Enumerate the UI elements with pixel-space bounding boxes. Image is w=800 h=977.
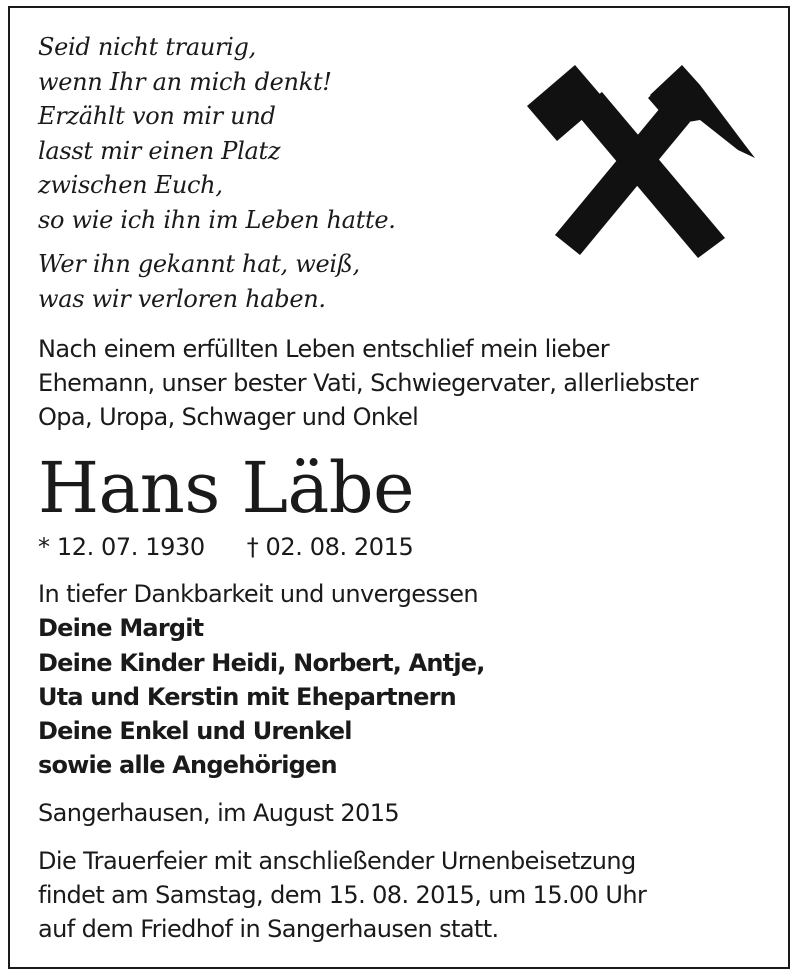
life-dates — [38, 530, 413, 564]
death-date: † 02. 08. 2015 — [246, 533, 414, 561]
poem-line: was wir verloren haben. — [38, 284, 326, 313]
poem — [38, 30, 508, 316]
poem-line: zwischen Euch, — [38, 171, 223, 199]
poem-line: wenn Ihr an mich denkt! — [38, 67, 332, 96]
intro-text — [38, 332, 768, 434]
deceased-name: Hans Läbe — [38, 447, 414, 529]
mourner-line: Deine Margit — [38, 614, 204, 643]
hammer-and-pick-icon — [520, 50, 770, 270]
poem-line: Seid nicht traurig, — [38, 33, 256, 61]
mourner-line: Deine Kinder Heidi, Norbert, Antje, — [38, 648, 485, 677]
mourners-block — [38, 577, 768, 783]
mourner-line: Deine Enkel und Urenkel — [38, 717, 352, 746]
poem-line: so wie ich ihn im Leben hatte. — [38, 205, 396, 234]
place-and-date: Sangerhausen, im August 2015 — [38, 799, 400, 827]
intro-line: Opa, Uropa, Schwager und Onkel — [38, 403, 419, 431]
poem-line: Erzählt von mir und — [38, 102, 276, 130]
gratitude-intro: In tiefer Dankbarkeit und unvergessen — [38, 580, 478, 608]
funeral-line: auf dem Friedhof in Sangerhausen statt. — [38, 915, 499, 943]
birth-date: * 12. 07. 1930 — [38, 533, 205, 561]
funeral-info — [38, 844, 768, 946]
intro-line: Ehemann, unser bester Vati, Schwiegervater, allerliebster — [38, 369, 699, 397]
intro-line: Nach einem erfüllten Leben entschlief mein lieber — [38, 335, 610, 363]
poem-line: Wer ihn gekannt hat, weiß, — [38, 250, 360, 278]
mourner-line: Uta und Kerstin mit Ehepartnern — [38, 682, 456, 711]
poem-stanza-2 — [38, 247, 508, 316]
poem-line: lasst mir einen Platz — [38, 136, 281, 165]
funeral-line: findet am Samstag, dem 15. 08. 2015, um 15.00 Uhr — [38, 881, 647, 909]
mourner-line: sowie alle Angehörigen — [38, 751, 337, 780]
funeral-line: Die Trauerfeier mit anschließender Urnenbeisetzung — [38, 847, 636, 875]
